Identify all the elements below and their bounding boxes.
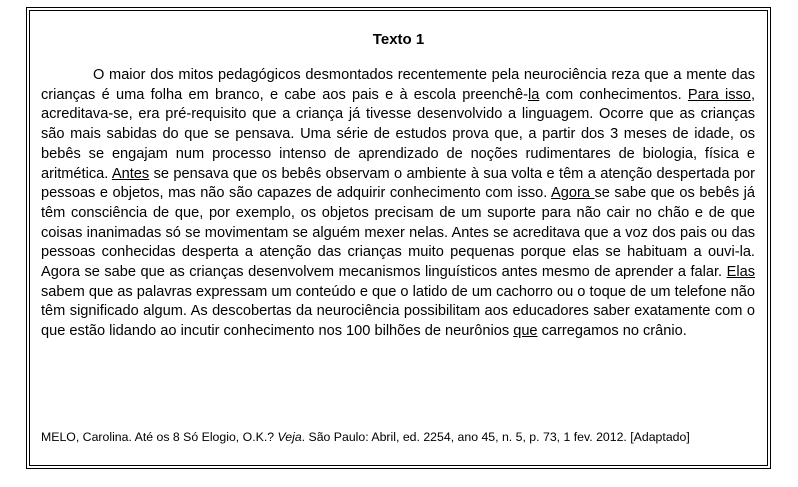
underlined-word-elas: Elas bbox=[726, 264, 755, 281]
body-paragraph bbox=[41, 66, 755, 342]
text-title: Texto 1 bbox=[372, 31, 425, 48]
underlined-phrase-para-isso: Para isso bbox=[687, 86, 751, 103]
paragraph-segment: se sabe que os bebês já têm consciência de que, por exemplo, os objetos precisam de um suporte para não cair no chão e de que coisas inanimadas só se movimentam se alguém mexer nelas. Antes se acreditava que a voz dos pais ou das pessoas conhecidas desperta a atenção das crianças muito pequenas porque elas se habituam a ouvi-la. Agora se sabe que as crianças desenvolvem mecanismos linguísticos antes mesmo de aprender a falar. bbox=[41, 185, 755, 281]
paragraph-segment: sabem que as palavras expressam um conteúdo e que o latido de um cachorro ou o toque de um telefone não têm significado algum. As descobertas da neurociência possibilitam aos educadores saber exatamente com o que estão lidando ao incutir conhecimento nos 100 bilhões de neurônios bbox=[41, 283, 755, 340]
paragraph-segment: carregamos no crânio. bbox=[537, 323, 687, 340]
paragraph-segment: com conhecimentos. bbox=[539, 86, 688, 103]
paragraph-segment: O maior dos mitos pedagógicos desmontados recentemente pela neurociência reza que a mente das crianças é uma folha em branco, e cabe aos pais e à escola preenchê- bbox=[41, 67, 755, 103]
citation bbox=[41, 430, 755, 445]
underlined-word-que: que bbox=[513, 323, 538, 340]
citation-author-title: MELO, Carolina. Até os 8 Só Elogio, O.K.? bbox=[41, 430, 278, 444]
paragraph-segment: se pensava que os bebês observam o ambiente à sua volta e têm a atenção despertada por pessoas e objetos, mas não são capazes de adquirir conhecimento com isso. bbox=[41, 165, 756, 202]
underlined-word-agora: Agora bbox=[551, 185, 595, 202]
underlined-word-antes: Antes bbox=[111, 165, 150, 182]
citation-journal: Veja bbox=[277, 430, 302, 444]
citation-publication-details: . São Paulo: Abril, ed. 2254, ano 45, n. 5, p. 73, 1 fev. 2012. [Adaptado] bbox=[301, 430, 690, 444]
paragraph-segment: , acreditava-se, era pré-requisito que a criança já tivesse desenvolvido a linguagem. Ocorre que as crianças são mais sabidas do que se pensava. Uma série de estudos prova que, a partir dos 3 meses de idade, os bebês se engajam num processo intenso de aprendizado de noções rudimentares de biologia, física e aritmética. bbox=[41, 86, 755, 182]
underlined-word-la: la bbox=[527, 86, 540, 103]
